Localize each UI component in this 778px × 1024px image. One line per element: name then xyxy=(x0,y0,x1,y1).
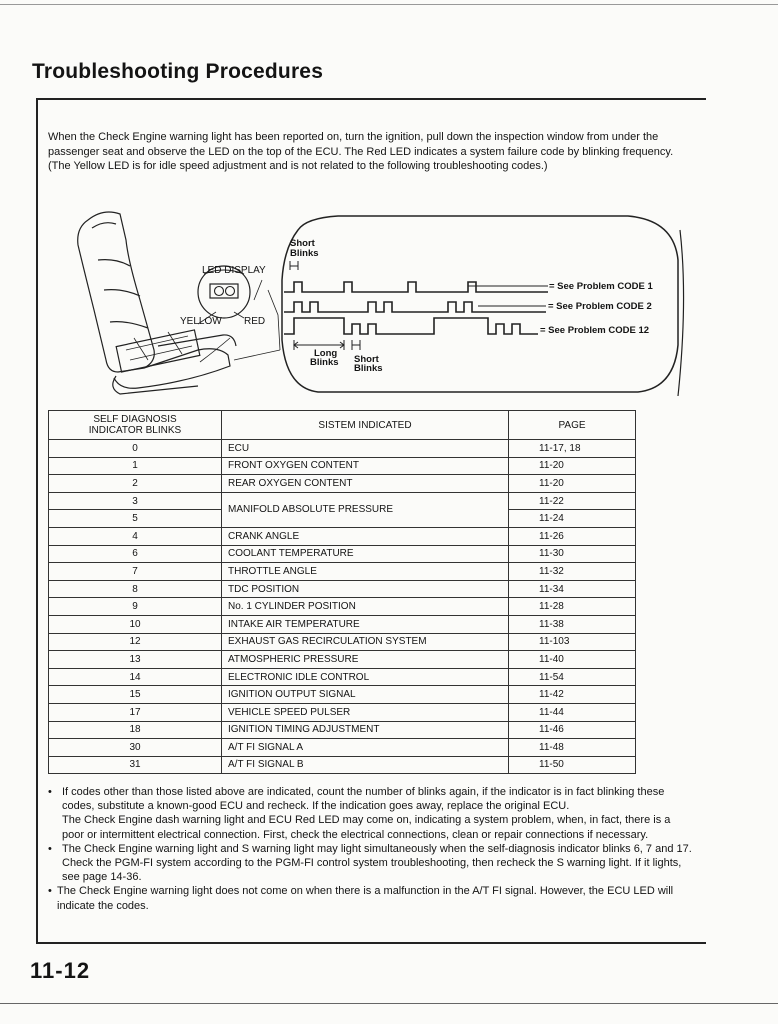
intro-paragraph: When the Check Engine warning light has been reported on, turn the ignition, pull down the inspection window from under the passenger seat and observe the LED on the top of the ECU. The Red LED indicates a system failure code by blinking frequency. xyxy=(48,131,674,158)
note-text: The Check Engine dash warning light and ECU Red LED may come on, indicating a system problem, when, in fact, there is a poor or intermittent electrical connection. First, check the electrical connections, clean or repair connections if necessary. xyxy=(62,814,671,841)
system-cell: FRONT OXYGEN CONTENT xyxy=(222,457,509,475)
short-blinks-label2-bottom: Blinks xyxy=(354,363,383,374)
table-row xyxy=(49,457,636,475)
short-blink-marker xyxy=(290,261,298,270)
note-text: The Check Engine warning light does not come on when there is a malfunction in the A/T FI signal. However, the ECU LED will indicate the codes. xyxy=(57,885,674,912)
page-number: 11-12 xyxy=(30,958,91,983)
note-text: The Check Engine warning light and S warning light may light simultaneously when the self-diagnosis indicator blinks 6, 7 and 17. Check the PGM-FI system according to the PGM-FI control system troubleshooting, then recheck the S warning light. If it lights, see page 14-36. xyxy=(62,842,692,884)
table-row xyxy=(49,721,636,739)
blinks-cell: 12 xyxy=(49,633,222,651)
system-cell: TDC POSITION xyxy=(222,580,509,598)
page-cell: 11-30 xyxy=(509,545,636,563)
system-cell: IGNITION TIMING ADJUSTMENT xyxy=(222,721,509,739)
page-cell: 11-50 xyxy=(509,756,636,774)
blinks-cell: 10 xyxy=(49,615,222,633)
system-cell: COOLANT TEMPERATURE xyxy=(222,545,509,563)
short-blink-marker-2 xyxy=(352,340,360,350)
table-header-row xyxy=(49,411,636,440)
page-cell: 11-20 xyxy=(509,457,636,475)
page-cell: 11-42 xyxy=(509,686,636,704)
waveform-code-2 xyxy=(284,302,546,312)
table-row xyxy=(49,615,636,633)
system-cell: ECU xyxy=(222,440,509,458)
intro-text xyxy=(48,130,692,174)
page-cell: 11-28 xyxy=(509,598,636,616)
page-cell: 11-20 xyxy=(509,475,636,493)
table-row xyxy=(49,440,636,458)
page-title: Troubleshooting Procedures xyxy=(32,60,324,83)
table-body xyxy=(49,440,636,774)
table-row xyxy=(49,686,636,704)
note-text: If codes other than those listed above are indicated, count the number of blinks again, if the indicator is in fact blinking these codes, substitute a known-good ECU and recheck. If the indication goes away, replace the original ECU. xyxy=(62,786,665,813)
bullet-icon: • xyxy=(48,786,52,798)
page-cell: 11-26 xyxy=(509,527,636,545)
header-indicator-blinks-line2: INDICATOR BLINKS xyxy=(88,425,182,436)
page-cell: 11-22 xyxy=(509,492,636,510)
top-rule xyxy=(0,4,778,5)
system-cell: THROTTLE ANGLE xyxy=(222,563,509,581)
blinks-cell: 5 xyxy=(49,510,222,528)
blinks-cell: 0 xyxy=(49,440,222,458)
led-display-label: LED DISPLAY xyxy=(202,265,266,276)
table-row xyxy=(49,756,636,774)
ecu-led-diagram xyxy=(48,200,688,405)
page-cell: 11-40 xyxy=(509,651,636,669)
system-cell: No. 1 CYLINDER POSITION xyxy=(222,598,509,616)
table-row xyxy=(49,703,636,721)
page-cell: 11-17, 18 xyxy=(509,440,636,458)
table-row xyxy=(49,545,636,563)
blinks-cell: 6 xyxy=(49,545,222,563)
page-cell: 11-24 xyxy=(509,510,636,528)
page-cell: 11-46 xyxy=(509,721,636,739)
system-cell: IGNITION OUTPUT SIGNAL xyxy=(222,686,509,704)
system-cell: A/T FI SIGNAL B xyxy=(222,756,509,774)
page-cell: 11-38 xyxy=(509,615,636,633)
blinks-cell: 31 xyxy=(49,756,222,774)
table-row xyxy=(49,668,636,686)
blinks-cell: 7 xyxy=(49,563,222,581)
system-cell: A/T FI SIGNAL A xyxy=(222,739,509,757)
note-item xyxy=(48,785,694,813)
long-blinks-label-bottom: Blinks xyxy=(310,357,339,368)
short-blinks-label-bottom: Blinks xyxy=(290,248,319,259)
code-1-label: = See Problem CODE 1 xyxy=(549,281,653,292)
bullet-icon: • xyxy=(48,885,52,898)
blinks-cell: 8 xyxy=(49,580,222,598)
table-row xyxy=(49,739,636,757)
long-blinks-label-top: Long xyxy=(314,348,338,359)
signal-chart-right-bracket xyxy=(678,230,684,396)
system-cell: ATMOSPHERIC PRESSURE xyxy=(222,651,509,669)
note-item xyxy=(48,842,694,885)
page-cell: 11-32 xyxy=(509,563,636,581)
header-indicator-blinks xyxy=(49,411,222,440)
table-row xyxy=(49,563,636,581)
bullet-icon: • xyxy=(48,842,52,855)
table-row xyxy=(49,475,636,493)
system-cell: REAR OXYGEN CONTENT xyxy=(222,475,509,493)
system-cell: MANIFOLD ABSOLUTE PRESSURE xyxy=(222,492,509,527)
diagnosis-code-table xyxy=(48,410,636,774)
blinks-cell: 3 xyxy=(49,492,222,510)
red-label: RED xyxy=(244,316,266,327)
intro-note: (The Yellow LED is for idle speed adjustment and is not related to the following troubleshooting codes.) xyxy=(48,160,548,172)
system-cell: CRANK ANGLE xyxy=(222,527,509,545)
code-2-label: = See Problem CODE 2 xyxy=(548,301,652,312)
header-system-indicated: SISTEM INDICATED xyxy=(222,411,509,440)
note-item xyxy=(48,813,694,841)
page-cell: 11-54 xyxy=(509,668,636,686)
page-cell: 11-48 xyxy=(509,739,636,757)
blinks-cell: 15 xyxy=(49,686,222,704)
blinks-cell: 9 xyxy=(49,598,222,616)
table-row xyxy=(49,527,636,545)
waveform-code-1 xyxy=(284,282,548,292)
yellow-label: YELLOW xyxy=(180,316,222,327)
table-row xyxy=(49,580,636,598)
header-page: PAGE xyxy=(509,411,636,440)
header-indicator-blinks-line1: SELF DIAGNOSIS xyxy=(93,414,177,425)
blinks-cell: 18 xyxy=(49,721,222,739)
table-row xyxy=(49,633,636,651)
page-cell: 11-103 xyxy=(509,633,636,651)
blinks-cell: 2 xyxy=(49,475,222,493)
blinks-cell: 30 xyxy=(49,739,222,757)
code-12-label: = See Problem CODE 12 xyxy=(540,325,650,336)
table-row xyxy=(49,492,636,510)
bottom-rule xyxy=(0,1003,778,1004)
table-row xyxy=(49,598,636,616)
system-cell: EXHAUST GAS RECIRCULATION SYSTEM xyxy=(222,633,509,651)
table-row xyxy=(49,651,636,669)
notes-section xyxy=(48,785,694,913)
short-blinks-label2-top: Short xyxy=(354,354,379,365)
page-cell: 11-44 xyxy=(509,703,636,721)
short-blinks-label-top: Short xyxy=(290,238,315,249)
page-cell: 11-34 xyxy=(509,580,636,598)
blinks-cell: 14 xyxy=(49,668,222,686)
blinks-cell: 1 xyxy=(49,457,222,475)
system-cell: VEHICLE SPEED PULSER xyxy=(222,703,509,721)
blinks-cell: 17 xyxy=(49,703,222,721)
blinks-cell: 13 xyxy=(49,651,222,669)
system-cell: INTAKE AIR TEMPERATURE xyxy=(222,615,509,633)
blinks-cell: 4 xyxy=(49,527,222,545)
system-cell: ELECTRONIC IDLE CONTROL xyxy=(222,668,509,686)
note-item xyxy=(48,884,694,912)
waveform-code-12 xyxy=(284,318,538,334)
seat-illustration xyxy=(78,212,280,394)
